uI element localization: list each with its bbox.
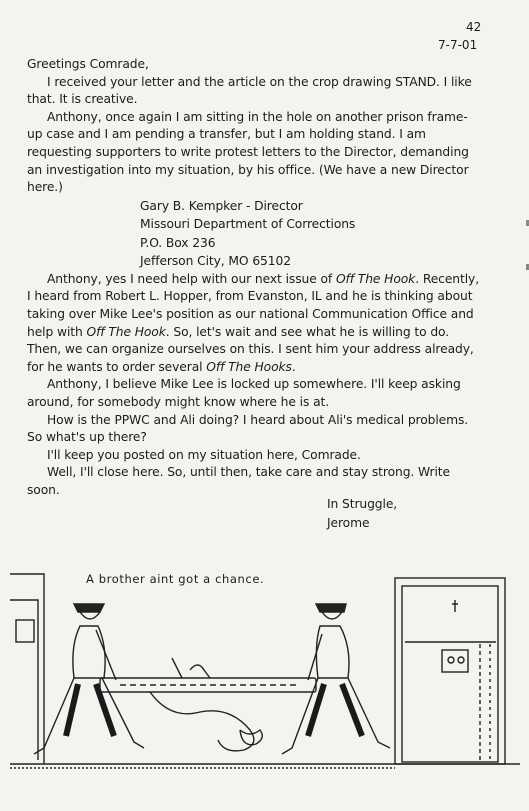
signature: Jerome — [327, 515, 370, 530]
paragraph-4: Anthony, I believe Mike Lee is locked up somewhere. I'll keep asking around, for somebody might know where he is at. — [27, 377, 461, 409]
text-run: . Recently, I heard from Robert L. Hopper, from Evanston, IL and he is thinking about taking over Mike Lee's position as our national Communication Office and help with — [27, 271, 480, 339]
text-run: . So, let's wait and see what he is willing to do. Then, we can organize ourselves on this. I sent him your address already, for he wants to order several — [27, 324, 474, 374]
address-line: Missouri Department of Corrections — [140, 217, 356, 232]
text-run: Anthony, yes I need help with our next issue of — [47, 271, 336, 286]
publication-title: Off The Hooks — [206, 359, 292, 374]
address-line: Gary B. Kempker - Director — [140, 198, 303, 213]
paragraph-1: I received your letter and the article on the crop drawing STAND. I like that. It is creative. — [27, 74, 472, 107]
publication-title: Off The Hook — [86, 324, 166, 339]
letter-body — [27, 56, 483, 532]
letter-date: 7-7-01 — [438, 38, 478, 52]
address-line: P.O. Box 236 — [140, 235, 216, 250]
text-run: . — [291, 359, 296, 374]
address-block — [140, 197, 483, 271]
closing: In Struggle, — [327, 497, 398, 512]
paragraph-5: How is the PPWC and Ali doing? I heard about Ali's medical problems. So what's up there? — [27, 412, 469, 445]
publication-title: Off The Hook — [335, 271, 416, 286]
paragraph-6: I'll keep you posted on my situation here, Comrade. — [47, 447, 361, 462]
cartoon-illustration — [0, 560, 529, 811]
signature-block — [327, 495, 483, 532]
greeting: Greetings Comrade, — [27, 57, 149, 71]
paragraph-7: Well, I'll close here. So, until then, take care and stay strong. Write soon. — [27, 465, 450, 497]
paragraph-2: Anthony, once again I am sitting in the hole on another prison frame-up case and I am pending a transfer, but I am holding stand. I am requesting supporters to write protest letters to the Director, demanding an investigation into my situation, by his office. (We have a new Director here.) — [27, 109, 469, 195]
address-line: Jefferson City, MO 65102 — [140, 254, 291, 269]
page-number: 42 — [466, 20, 482, 34]
cartoon-caption: A brother aint got a chance. — [86, 572, 265, 586]
paragraph-3 — [27, 271, 483, 377]
